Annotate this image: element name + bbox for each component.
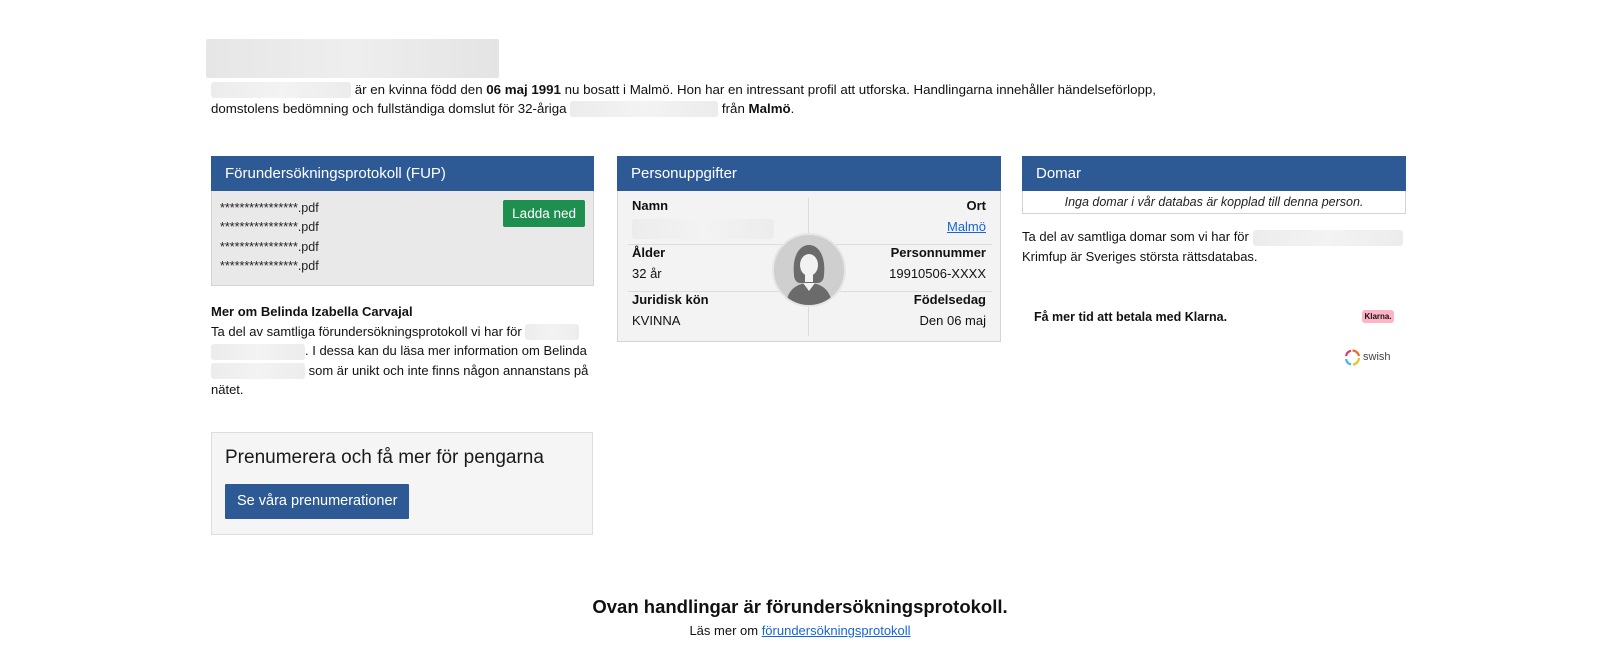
swish-icon xyxy=(1344,349,1361,366)
person-panel-title: Personuppgifter xyxy=(617,156,1001,191)
city-label: Ort xyxy=(966,198,986,213)
domar-note: Inga domar i vår databas är kopplad till denna person. xyxy=(1022,191,1406,214)
redacted-name xyxy=(211,82,351,98)
age-value: 32 år xyxy=(632,266,662,281)
more-info-part: Ta del av samtliga förundersökningsprotokoll vi har för xyxy=(211,323,522,339)
gender-label: Juridisk kön xyxy=(632,292,709,307)
more-info-part: som är unikt och inte finns någon annanstans på xyxy=(305,362,589,378)
intro-part: från xyxy=(718,101,749,116)
more-info-part: . I dessa kan du läsa mer information om Belinda xyxy=(305,343,587,359)
intro-city: Malmö xyxy=(748,101,791,116)
klarna-row[interactable] xyxy=(1034,309,1394,329)
city-cell xyxy=(822,198,1000,244)
subscribe-title: Prenumerera och få mer för pengarna xyxy=(225,447,544,468)
redacted-name xyxy=(525,324,579,340)
redacted-title xyxy=(206,39,499,78)
footer-subtitle xyxy=(0,623,1600,638)
name-cell xyxy=(618,198,796,244)
download-button[interactable]: Ladda ned xyxy=(503,200,585,227)
domar-info-part: Ta del av samtliga domar som vi har för xyxy=(1022,229,1249,244)
fup-file: ****************.pdf xyxy=(220,258,319,273)
intro-part: . xyxy=(790,101,795,116)
personnummer-cell xyxy=(822,245,1000,291)
birthday-cell xyxy=(822,292,1000,338)
birthday-value: Den 06 maj xyxy=(919,313,986,328)
fup-info-link[interactable]: förundersökningsprotokoll xyxy=(761,623,911,638)
age-cell xyxy=(618,245,796,291)
person-panel xyxy=(617,156,1001,342)
more-info-heading: Mer om Belinda Izabella Carvajal xyxy=(211,304,413,319)
redacted-name xyxy=(570,101,718,117)
gender-value: KVINNA xyxy=(632,313,681,328)
subscribe-box xyxy=(211,432,593,535)
klarna-logo: Klarna. xyxy=(1362,310,1394,323)
fup-panel-title: Förundersökningsprotokoll (FUP) xyxy=(211,156,594,191)
redacted-name xyxy=(211,344,305,360)
domar-info-part: Krimfup är Sveriges största rättsdatabas. xyxy=(1022,249,1258,264)
gender-cell xyxy=(618,292,796,338)
intro-text xyxy=(211,80,1161,118)
fup-file: ****************.pdf xyxy=(220,201,319,215)
fup-file: ****************.pdf xyxy=(220,220,319,235)
redacted-name xyxy=(1253,230,1403,246)
swish-label: swish xyxy=(1363,351,1391,363)
domar-info xyxy=(1022,227,1406,267)
more-info-section xyxy=(211,302,594,400)
fup-file: ****************.pdf xyxy=(220,239,319,254)
footer-sub-text: Läs mer om xyxy=(689,623,762,638)
intro-part: nu bosatt i Malmö. Hon har en intressant profil att utforska. Handlingarna innehåller händelseförlopp, xyxy=(560,82,1156,97)
footer-title: Ovan handlingar är förundersökningsprotokoll. xyxy=(592,596,1008,617)
city-link[interactable]: Malmö xyxy=(946,219,986,234)
more-info-text xyxy=(211,322,594,400)
domar-panel xyxy=(1022,156,1406,214)
personnummer-label: Personnummer xyxy=(890,245,986,260)
swish-logo xyxy=(1344,349,1400,367)
intro-part: är en kvinna född den xyxy=(351,82,487,97)
klarna-text: Få mer tid att betala med Klarna. xyxy=(1034,310,1228,324)
intro-part: domstolens bedömning och fullständiga domslut för 32-åriga xyxy=(211,101,571,116)
domar-panel-title: Domar xyxy=(1022,156,1406,191)
fup-file-list xyxy=(211,191,594,286)
birthday-label: Födelsedag xyxy=(913,292,986,307)
fup-panel xyxy=(211,156,594,286)
redacted-name xyxy=(211,363,305,379)
redacted-name xyxy=(632,219,774,239)
person-details xyxy=(617,191,1001,342)
more-info-part: nätet. xyxy=(211,382,244,398)
intro-birthdate: 06 maj 1991 xyxy=(486,82,561,97)
personnummer-value: 19910506-XXXX xyxy=(889,266,986,281)
name-label: Namn xyxy=(632,198,669,213)
avatar-female-icon xyxy=(772,233,846,307)
age-label: Ålder xyxy=(632,245,666,260)
subscriptions-button[interactable]: Se våra prenumerationer xyxy=(225,484,409,519)
